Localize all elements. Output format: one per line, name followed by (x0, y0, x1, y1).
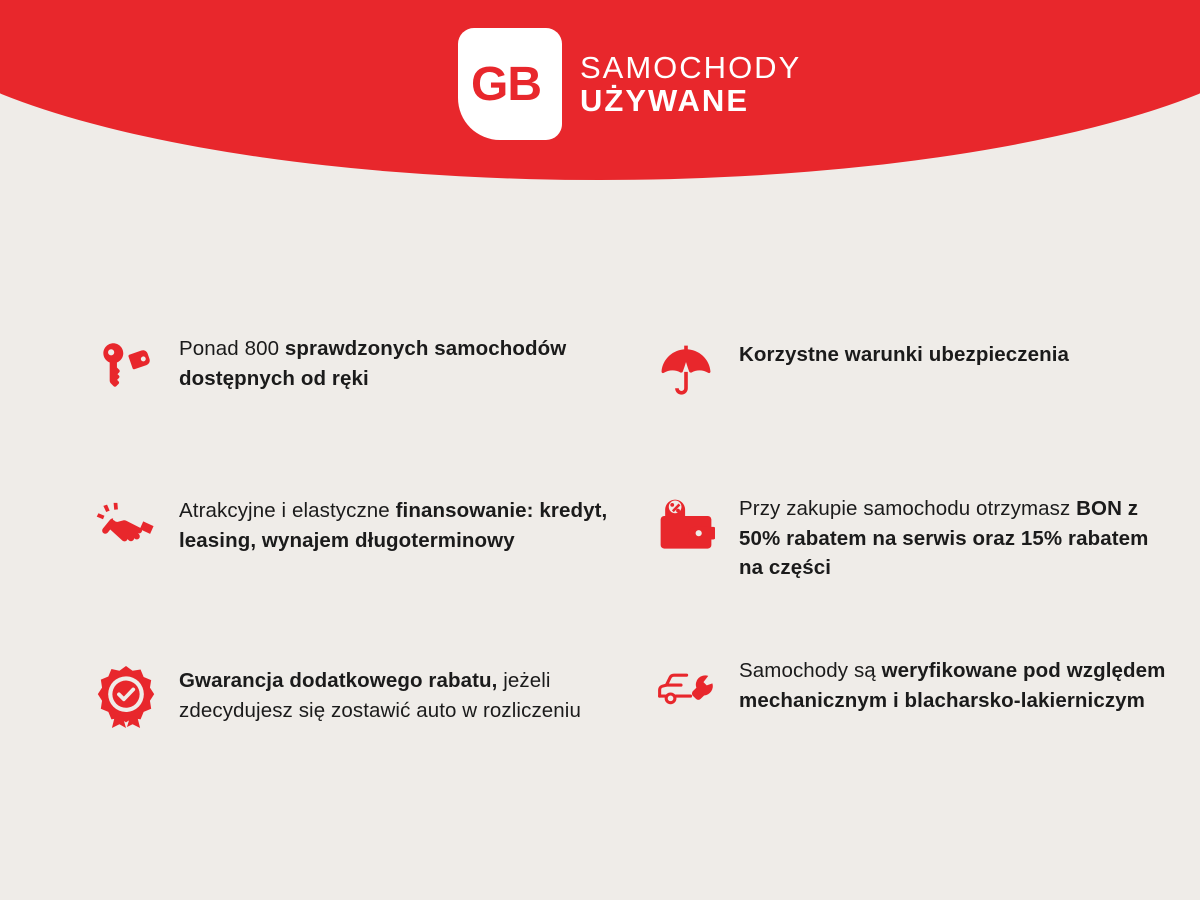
feature-text (179, 662, 609, 725)
feature-item (655, 652, 1195, 792)
feature-text-part: Ponad 800 (179, 337, 285, 360)
features-column-right (655, 330, 1195, 802)
feature-item (655, 490, 1195, 630)
rosette-check-icon (95, 666, 157, 728)
brand-title-line2: UŻYWANE (580, 83, 749, 118)
car-wrench-icon (655, 656, 717, 718)
feature-text (739, 490, 1169, 583)
feature-text-part: jeżeli zdecydujesz się zostawić auto w rozliczeniu (179, 669, 581, 722)
feature-text (179, 330, 609, 393)
feature-item (95, 662, 635, 802)
feature-item (95, 492, 635, 632)
svg-text:GB: GB (471, 58, 541, 110)
feature-text-part-bold: BON z 50% rabatem na serwis oraz 15% rabatem na części (739, 497, 1149, 580)
feature-text-part: Przy zakupie samochodu otrzymasz (739, 497, 1077, 520)
feature-text-part-bold: finansowanie: kredyt, leasing, wynajem długoterminowy (179, 499, 608, 552)
brand-title (580, 51, 801, 118)
feature-text-part-bold: sprawdzonych samochodów dostępnych od ręki (179, 337, 567, 390)
feature-text-part: Samochody są (739, 659, 882, 682)
feature-item (95, 330, 635, 470)
brand-title-line1: SAMOCHODY (580, 49, 802, 85)
wallet-percent-icon (655, 494, 717, 556)
feature-text (179, 492, 609, 555)
feature-text (739, 336, 1069, 370)
keys-icon (95, 334, 157, 396)
header-banner (0, 0, 1200, 180)
logo-mark (458, 28, 562, 140)
umbrella-icon (655, 340, 717, 402)
feature-text (739, 652, 1169, 715)
feature-text-part-bold: Gwarancja dodatkowego rabatu, (179, 669, 498, 692)
features-grid (0, 330, 1200, 802)
brand-logo (458, 28, 801, 140)
feature-text-part-bold: weryfikowane pod względem mechanicznym i blacharsko-lakierniczym (739, 659, 1166, 712)
feature-text-part-bold: Korzystne warunki ubezpieczenia (739, 343, 1070, 366)
feature-text-part: Atrakcyjne i elastyczne (179, 499, 396, 522)
features-column-left (95, 330, 635, 802)
feature-item (655, 336, 1195, 476)
handshake-icon (95, 496, 157, 558)
